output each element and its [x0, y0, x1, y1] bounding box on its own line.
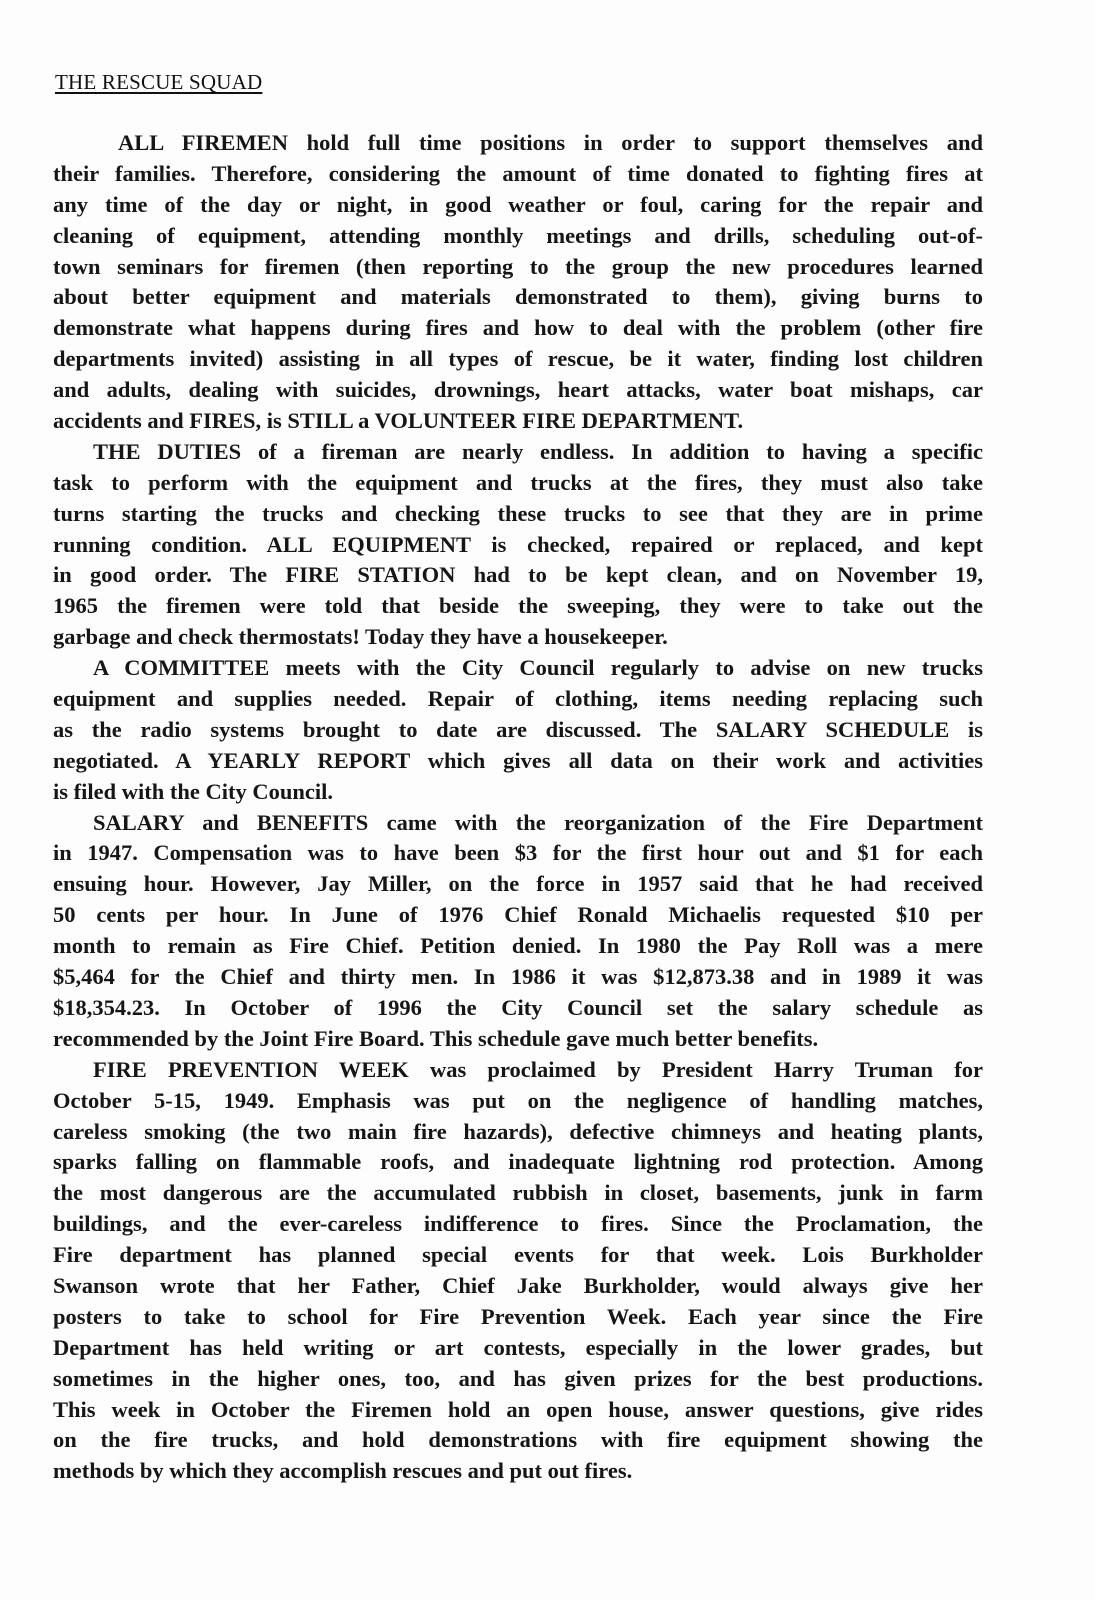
- document-body: [53, 128, 983, 1487]
- text-line: recommended by the Joint Fire Board. This schedule gave much better benefits.: [53, 1025, 819, 1051]
- section-title: THE RESCUE SQUAD: [55, 70, 263, 94]
- text-line: ensuing hour. However, Jay Miller, on the force in 1957 said that he had received: [53, 871, 983, 897]
- text-line: $5,464 for the Chief and thirty men. In 1986 it was $12,873.38 and in 1989 it was: [53, 964, 983, 990]
- text-line: their families. Therefore, considering the amount of time donated to fighting fires at: [53, 160, 983, 186]
- text-line: any time of the day or night, in good weather or foul, caring for the repair and: [53, 191, 983, 217]
- text-line: This week in October the Firemen hold an open house, answer questions, give rides: [53, 1396, 983, 1422]
- paragraph: [53, 437, 983, 653]
- text-line: negotiated. A YEARLY REPORT which gives all data on their work and activities: [53, 747, 983, 773]
- text-line: and adults, dealing with suicides, drownings, heart attacks, water boat mishaps, car: [53, 377, 983, 403]
- text-line: turns starting the trucks and checking these trucks to see that they are in prime: [53, 500, 983, 526]
- text-line: departments invited) assisting in all types of rescue, be it water, finding lost children: [53, 346, 983, 372]
- text-line: 50 cents per hour. In June of 1976 Chief Ronald Michaelis requested $10 per: [53, 902, 983, 928]
- text-line: in 1947. Compensation was to have been $3 for the first hour out and $1 for each: [53, 840, 983, 866]
- paragraph: [53, 808, 983, 1055]
- text-line: demonstrate what happens during fires and how to deal with the problem (other fire: [53, 315, 983, 341]
- text-line: $18,354.23. In October of 1996 the City Council set the salary schedule as: [53, 994, 983, 1020]
- text-line: careless smoking (the two main fire hazards), defective chimneys and heating plants,: [53, 1118, 983, 1144]
- text-line: 1965 the firemen were told that beside the sweeping, they were to take out the: [53, 593, 983, 619]
- text-line: A COMMITTEE meets with the City Council regularly to advise on new trucks: [93, 655, 983, 681]
- text-line: THE DUTIES of a fireman are nearly endless. In addition to having a specific: [93, 438, 983, 464]
- text-line: sparks falling on flammable roofs, and inadequate lightning rod protection. Among: [53, 1149, 983, 1175]
- text-line: the most dangerous are the accumulated rubbish in closet, basements, junk in farm: [53, 1180, 983, 1206]
- paragraph: [53, 128, 983, 437]
- text-line: SALARY and BENEFITS came with the reorganization of the Fire Department: [93, 809, 983, 835]
- text-line: accidents and FIRES, is STILL a VOLUNTEER FIRE DEPARTMENT.: [53, 408, 744, 434]
- paragraph: [53, 1055, 983, 1487]
- text-line: garbage and check thermostats! Today they have a housekeeper.: [53, 624, 668, 650]
- text-line: methods by which they accomplish rescues and put out fires.: [53, 1458, 633, 1484]
- text-line: Fire department has planned special events for that week. Lois Burkholder: [53, 1242, 983, 1268]
- text-line: is filed with the City Council.: [53, 778, 334, 804]
- text-line: running condition. ALL EQUIPMENT is checked, repaired or replaced, and kept: [53, 531, 983, 557]
- text-line: Swanson wrote that her Father, Chief Jake Burkholder, would always give her: [53, 1272, 983, 1298]
- text-line: October 5-15, 1949. Emphasis was put on the negligence of handling matches,: [53, 1087, 983, 1113]
- text-line: posters to take to school for Fire Prevention Week. Each year since the Fire: [53, 1303, 983, 1329]
- text-line: month to remain as Fire Chief. Petition denied. In 1980 the Pay Roll was a mere: [53, 933, 983, 959]
- text-line: on the fire trucks, and hold demonstrations with fire equipment showing the: [53, 1427, 983, 1453]
- text-line: cleaning of equipment, attending monthly meetings and drills, scheduling out-of-: [53, 222, 983, 248]
- text-line: ALL FIREMEN hold full time positions in order to support themselves and: [118, 130, 983, 155]
- text-line: as the radio systems brought to date are discussed. The SALARY SCHEDULE is: [53, 716, 983, 742]
- text-line: equipment and supplies needed. Repair of clothing, items needing replacing such: [53, 686, 983, 712]
- text-line: in good order. The FIRE STATION had to be kept clean, and on November 19,: [53, 562, 983, 588]
- text-line: about better equipment and materials demonstrated to them), giving burns to: [53, 284, 983, 310]
- text-line: buildings, and the ever-careless indifference to fires. Since the Proclamation, the: [53, 1211, 983, 1237]
- text-line: town seminars for firemen (then reporting to the group the new procedures learned: [53, 253, 983, 279]
- text-line: sometimes in the higher ones, too, and has given prizes for the best productions.: [53, 1365, 983, 1391]
- text-line: FIRE PREVENTION WEEK was proclaimed by President Harry Truman for: [93, 1056, 983, 1082]
- paragraph: [53, 653, 983, 807]
- text-line: task to perform with the equipment and trucks at the fires, they must also take: [53, 469, 983, 495]
- text-line: Department has held writing or art contests, especially in the lower grades, but: [53, 1334, 983, 1360]
